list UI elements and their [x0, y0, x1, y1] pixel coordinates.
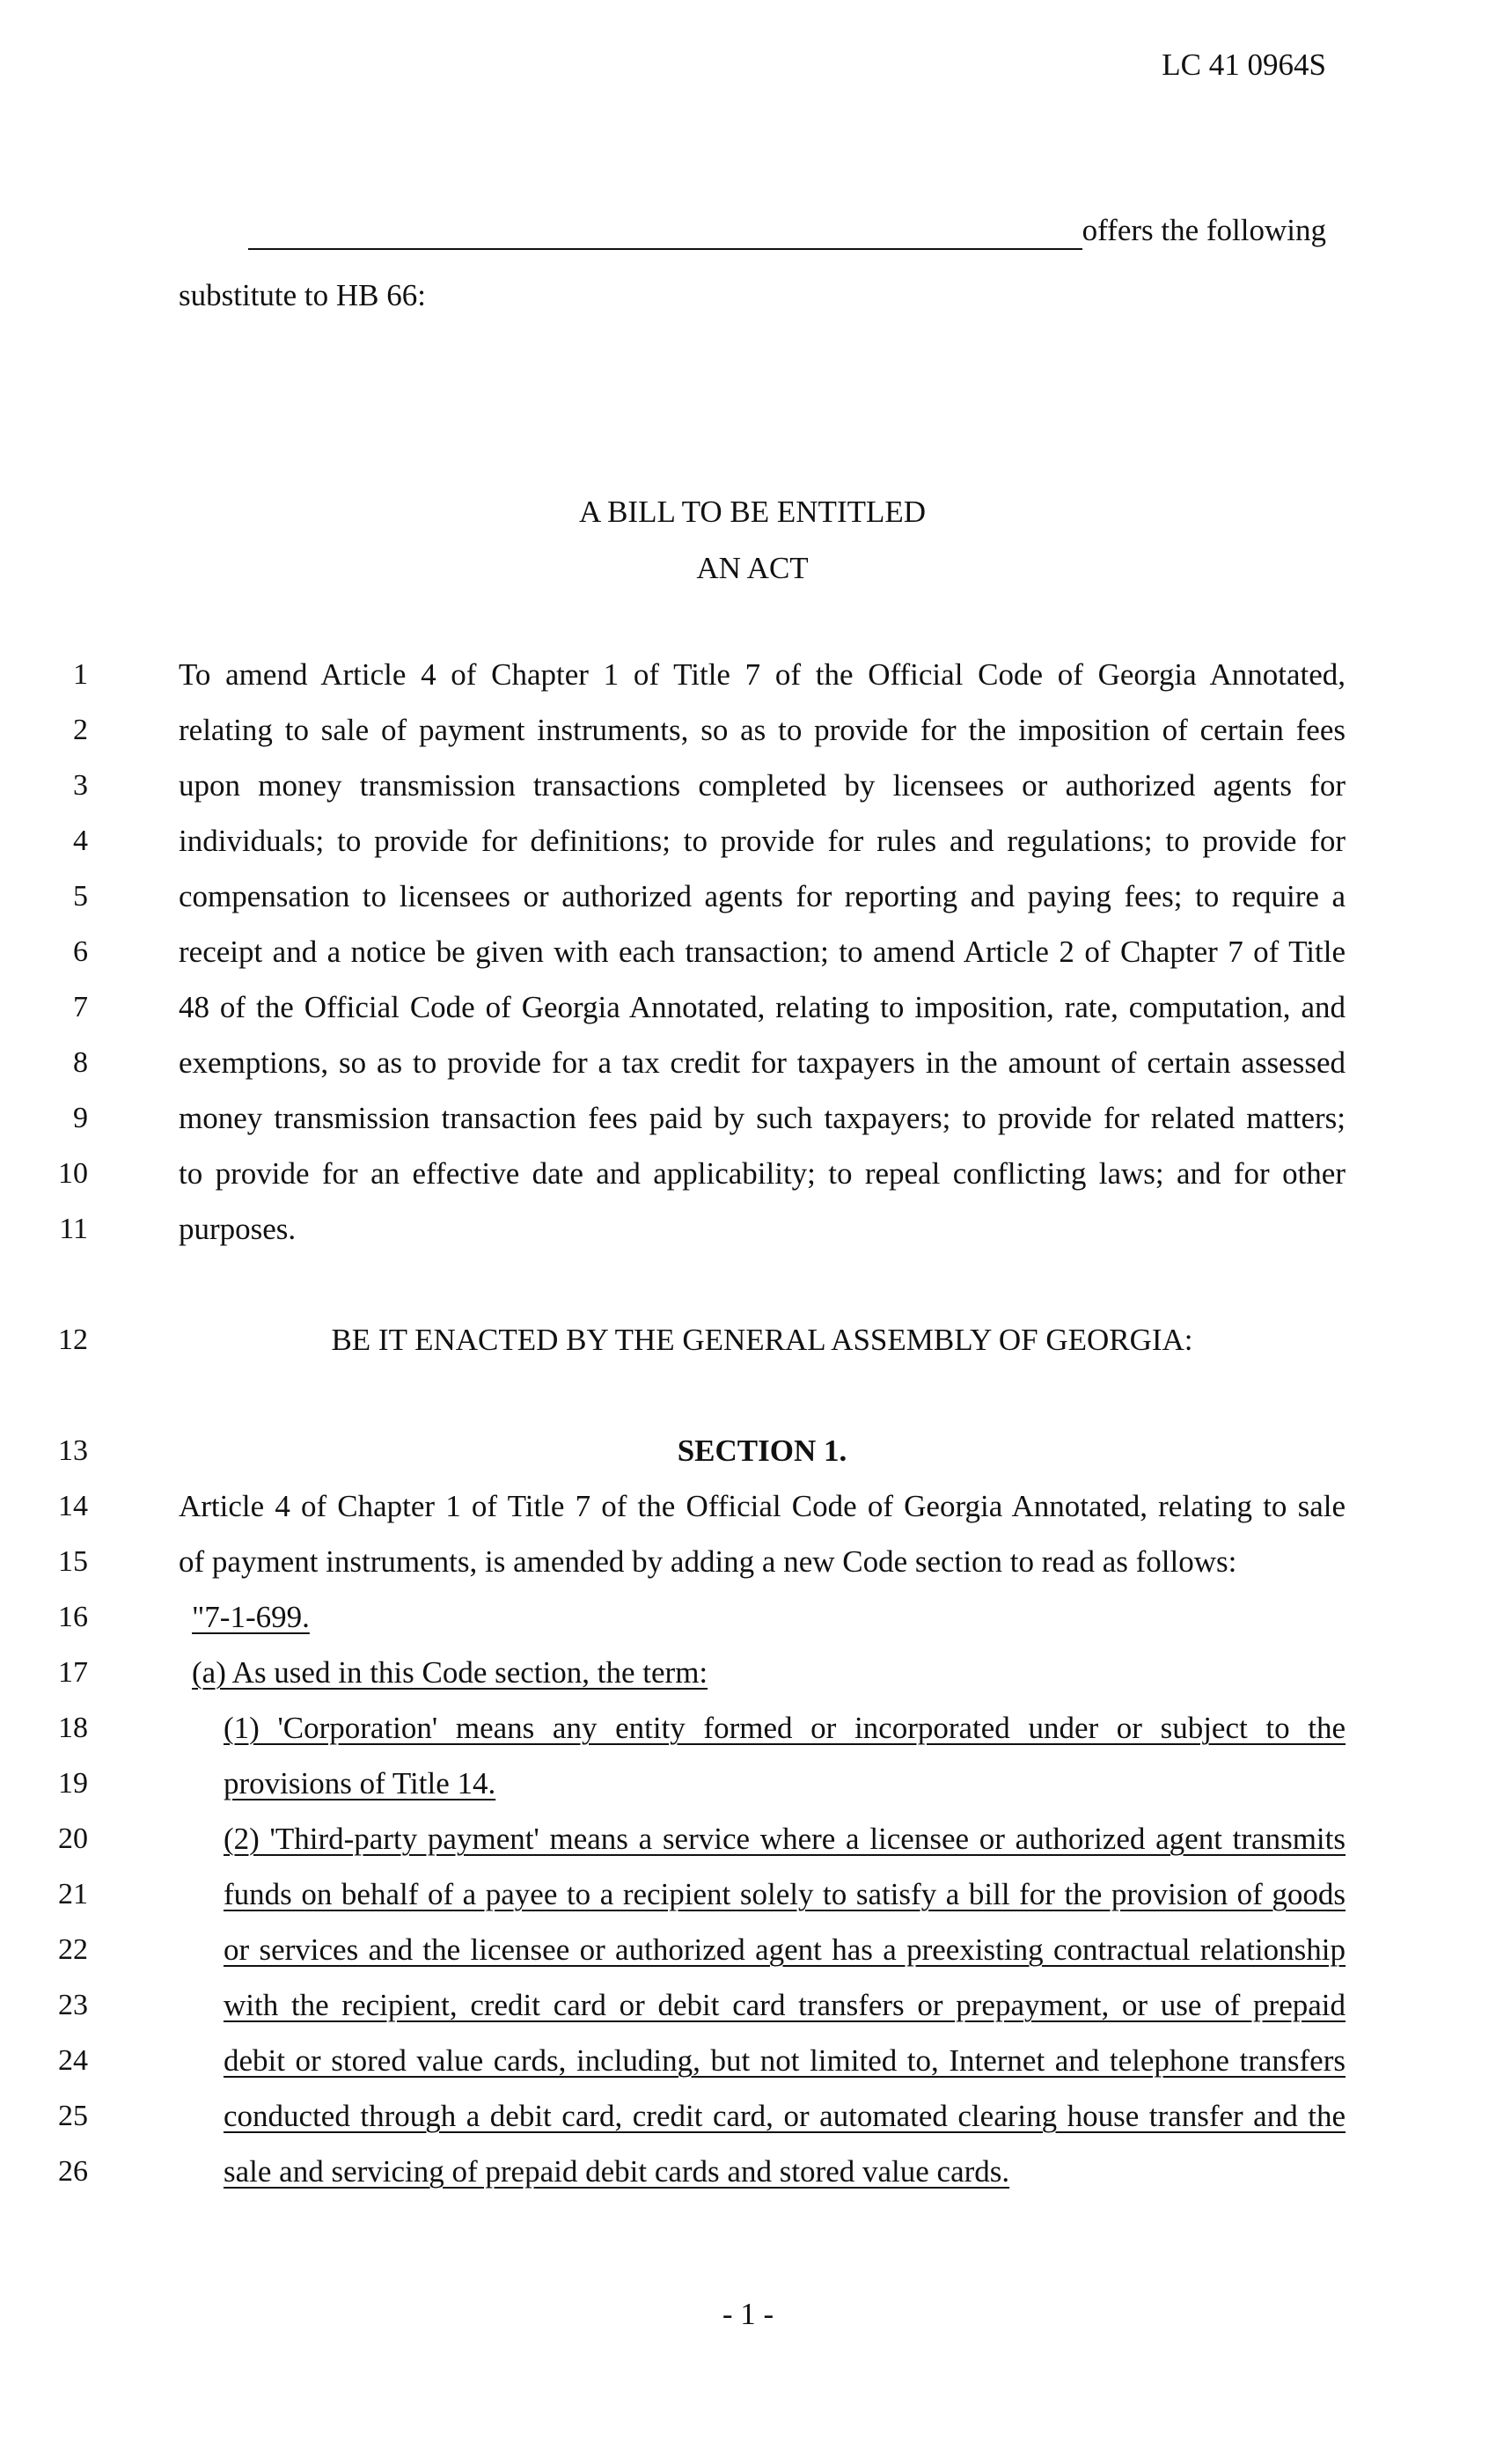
document-line-13	[0, 1421, 1496, 1476]
line-text: or services and the licensee or authorized agent has a preexisting contractual relationship	[224, 1932, 1346, 1967]
line-text: money transmission transaction fees paid by such taxpayers; to provide for related matters;	[179, 1101, 1346, 1135]
document-line-22	[0, 1920, 1496, 1975]
line-number: 19	[58, 1767, 88, 1800]
line-number: 23	[58, 1989, 88, 2021]
line-text: 48 of the Official Code of Georgia Annotated, relating to imposition, rate, computation, and	[179, 990, 1346, 1024]
document-line-9	[0, 1089, 1496, 1143]
line-text: purposes.	[179, 1212, 297, 1246]
line-number: 6	[73, 935, 88, 968]
line-number: 1	[73, 658, 88, 691]
line-number: 22	[58, 1933, 88, 1966]
document-line-7	[0, 978, 1496, 1032]
line-number: 21	[58, 1878, 88, 1910]
line-text: exemptions, so as to provide for a tax credit for taxpayers in the amount of certain assessed	[179, 1045, 1346, 1080]
document-line-24	[0, 2031, 1496, 2086]
line-number: 2	[73, 714, 88, 746]
line-text: debit or stored value cards, including, but not limited to, Internet and telephone transfers	[224, 2043, 1346, 2078]
line-number: 11	[59, 1213, 88, 1245]
line-text: (2) 'Third-party payment' means a service where a licensee or authorized agent transmits	[224, 1822, 1346, 1856]
line-number: 3	[73, 769, 88, 802]
line-number: 25	[58, 2100, 88, 2132]
document-line-17	[0, 1643, 1496, 1698]
line-number: 24	[58, 2044, 88, 2077]
line-number: 26	[58, 2155, 88, 2188]
document-line-12	[0, 1310, 1496, 1365]
document-line-8	[0, 1033, 1496, 1088]
line-text: relating to sale of payment instruments, so as to provide for the imposition of certain fees	[179, 713, 1346, 747]
document-line-6	[0, 922, 1496, 977]
document-line-23	[0, 1976, 1496, 2030]
document-line-25	[0, 2086, 1496, 2141]
line-text: sale and servicing of prepaid debit cards and stored value cards.	[224, 2154, 1010, 2189]
document-line-11	[0, 1199, 1496, 1254]
line-number: 10	[58, 1157, 88, 1190]
line-number: 16	[58, 1601, 88, 1633]
offers-text: offers the following	[1082, 213, 1326, 247]
document-line-26	[0, 2142, 1496, 2196]
document-line-5	[0, 867, 1496, 921]
bill-title: A BILL TO BE ENTITLED	[578, 495, 927, 529]
line-number: 5	[73, 880, 88, 913]
line-text: receipt and a notice be given with each transaction; to amend Article 2 of Chapter 7 of Title	[179, 935, 1346, 969]
line-text: compensation to licensees or authorized agents for reporting and paying fees; to require a	[179, 879, 1346, 913]
line-text: (a) As used in this Code section, the term:	[192, 1655, 708, 1690]
line-text: upon money transmission transactions completed by licensees or authorized agents for	[179, 768, 1346, 803]
document-line-16	[0, 1588, 1496, 1642]
line-text: To amend Article 4 of Chapter 1 of Title 7 of the Official Code of Georgia Annotated,	[179, 657, 1346, 692]
line-text: individuals; to provide for definitions; to provide for rules and regulations; to provide for	[179, 824, 1346, 858]
line-number: 13	[58, 1434, 88, 1467]
line-text: of payment instruments, is amended by adding a new Code section to read as follows:	[179, 1544, 1237, 1579]
document-line-1	[0, 645, 1496, 700]
document-id: LC 41 0964S	[1162, 48, 1326, 82]
document-line-19	[0, 1754, 1496, 1808]
enacting-clause: BE IT ENACTED BY THE GENERAL ASSEMBLY OF GEORGIA:	[331, 1323, 1193, 1357]
document-line-20	[0, 1809, 1496, 1864]
sponsor-blank-line	[248, 211, 1082, 250]
line-number: 14	[58, 1490, 88, 1522]
line-number: 8	[73, 1046, 88, 1079]
act-title: AN ACT	[696, 551, 809, 585]
line-number: 9	[73, 1102, 88, 1134]
line-text: provisions of Title 14.	[224, 1766, 496, 1800]
line-number: 20	[58, 1822, 88, 1855]
line-number: 7	[73, 991, 88, 1023]
line-text: Article 4 of Chapter 1 of Title 7 of the Official Code of Georgia Annotated, relating to sale	[179, 1489, 1346, 1523]
document-line-10	[0, 1144, 1496, 1199]
line-text: funds on behalf of a payee to a recipient solely to satisfy a bill for the provision of goods	[224, 1877, 1346, 1911]
document-line-15	[0, 1532, 1496, 1587]
line-number: 4	[73, 825, 88, 857]
line-number: 15	[58, 1545, 88, 1578]
line-text: to provide for an effective date and applicability; to repeal conflicting laws; and for other	[179, 1156, 1346, 1191]
line-number: 17	[58, 1656, 88, 1689]
document-line-21	[0, 1865, 1496, 1919]
document-line-4	[0, 811, 1496, 866]
document-line-2	[0, 700, 1496, 755]
section-heading: SECTION 1.	[677, 1434, 847, 1468]
document-line-18	[0, 1698, 1496, 1753]
line-text: with the recipient, credit card or debit card transfers or prepayment, or use of prepaid	[224, 1988, 1346, 2022]
code-section-number: "7-1-699.	[192, 1600, 310, 1634]
line-number: 18	[58, 1712, 88, 1744]
page-number: - 1 -	[722, 2297, 774, 2331]
document-line-14	[0, 1477, 1496, 1531]
substitute-text: substitute to HB 66:	[179, 278, 426, 312]
line-text: conducted through a debit card, credit card, or automated clearing house transfer and the	[224, 2099, 1346, 2133]
document-line-3	[0, 756, 1496, 810]
line-number: 12	[58, 1324, 88, 1356]
line-text: (1) 'Corporation' means any entity formed or incorporated under or subject to the	[224, 1711, 1346, 1745]
